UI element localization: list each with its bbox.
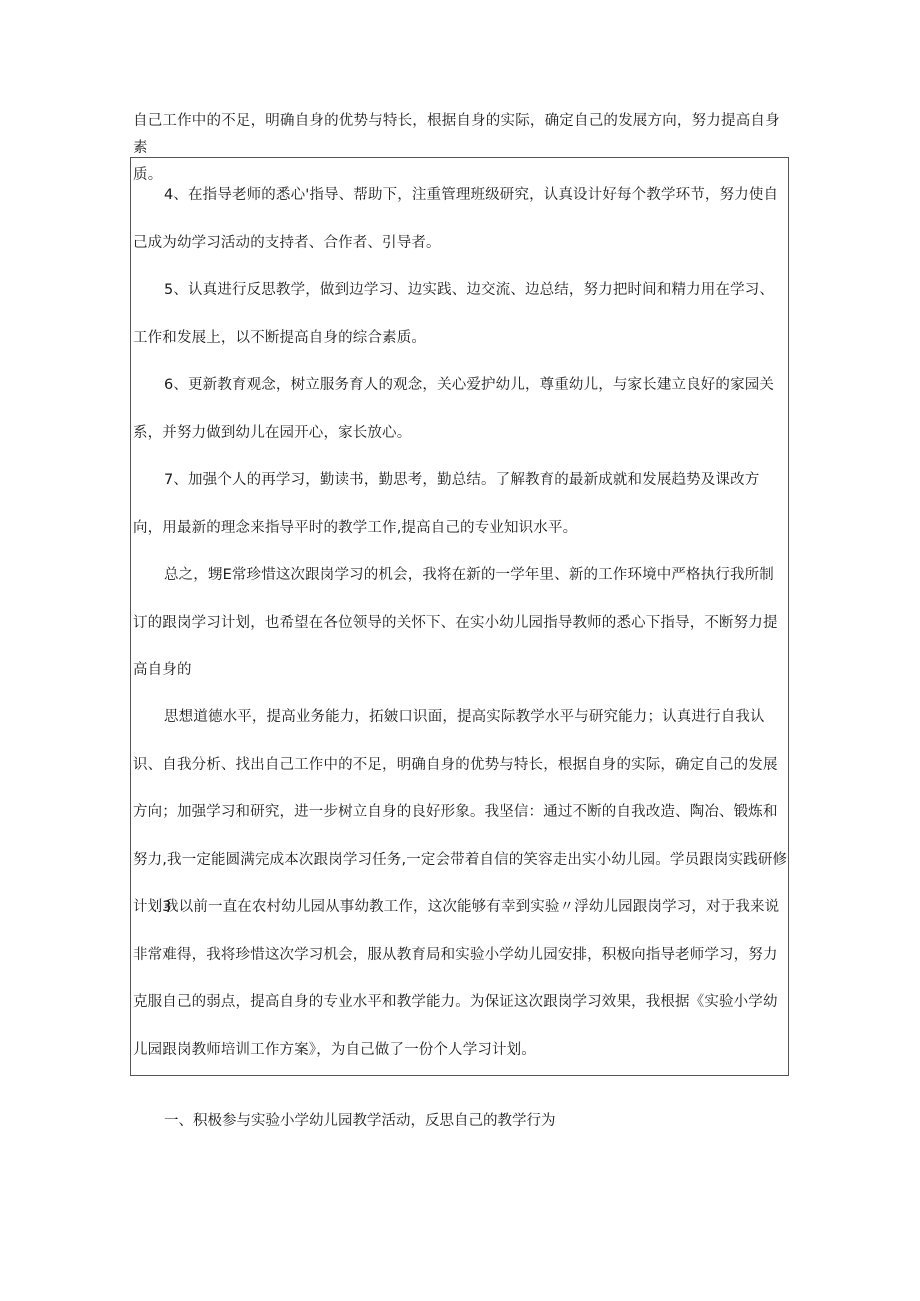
paragraph-item-4: 4、在指导老师的悉心'指导、帮助下，注重管理班级研究，认真设计好每个教学环节，努力使自己成为幼学习活动的支持者、合作者、引导者。 <box>133 187 779 251</box>
paragraph-plan-intro: 我以前一直在农村幼儿园从事幼教工作，这次能够有幸到实验〃浮幼儿园跟岗学习，对于我来说非常难得，我将珍惜这次学习机会，服从教育局和实验小学幼儿园安排，积极向指导老师学习，努力克服自己的弱点，提高自身的专业水平和教学能力。为保证这次跟岗学习效果，我根据《实验小学幼儿园跟岗教师培训工作方案》，为自己做了一份个人学习计划。 <box>133 899 780 1058</box>
paragraph-item-6: 6、更新教育观念，树立服务育人的观念，关心爱护幼儿，尊重幼儿，与家长建立良好的家园关系，并努力做到幼儿在园开心，家长放心。 <box>133 377 775 441</box>
continued-line-1: 自己工作中的不足，明确自身的优势与特长，根据自身的实际，确定自己的发展方向，努力提高自身素 <box>133 113 780 156</box>
paragraph-item-7: 7、加强个人的再学习，勤读书，勤思考，勤总结。了解教育的最新成就和发展趋势及课改方向，用最新的理念来指导平时的教学工作,提高自己的专业知识水平。 <box>133 472 760 536</box>
paragraph-moral-development: 思想道德水平，提高业务能力，拓皴口识面，提高实际教学水平与研究能力；认真进行自我认识、自我分析、找出自己工作中的不足，明确自身的优势与特长，根据自身的实际，确定自己的发展方向；加强学习和研究，进一步树立自身的良好形象。我坚信：通过不断的自我改造、陶冶、锻炼和努力,我一定能圆满完成本次跟岗学习任务,一定会带着自信的笑容走出实小幼儿园。学员跟岗实践研修计划3 <box>133 709 788 915</box>
paragraph-summary: 总之，甥E常珍惜这次跟岗学习的机会，我将在新的一学年里、新的工作环境中严格执行我所制订的跟岗学习计划，也希望在各位领导的关怀下、在实小幼儿园指导教师的悉心下指导，不断努力提高自身的 <box>133 567 778 678</box>
paragraph-item-5: 5、认真进行反思教学，做到边学习、边实践、边交流、边总结，努力把时间和精力用在学习、工作和发展上，以不断提高自身的综合素质。 <box>133 282 775 346</box>
continued-line-2: 质。 <box>133 167 163 183</box>
section-heading: 一、积极参与实验小学幼儿园教学活动，反思自己的教学行为 <box>164 1113 556 1129</box>
bordered-text-box <box>130 157 789 1076</box>
